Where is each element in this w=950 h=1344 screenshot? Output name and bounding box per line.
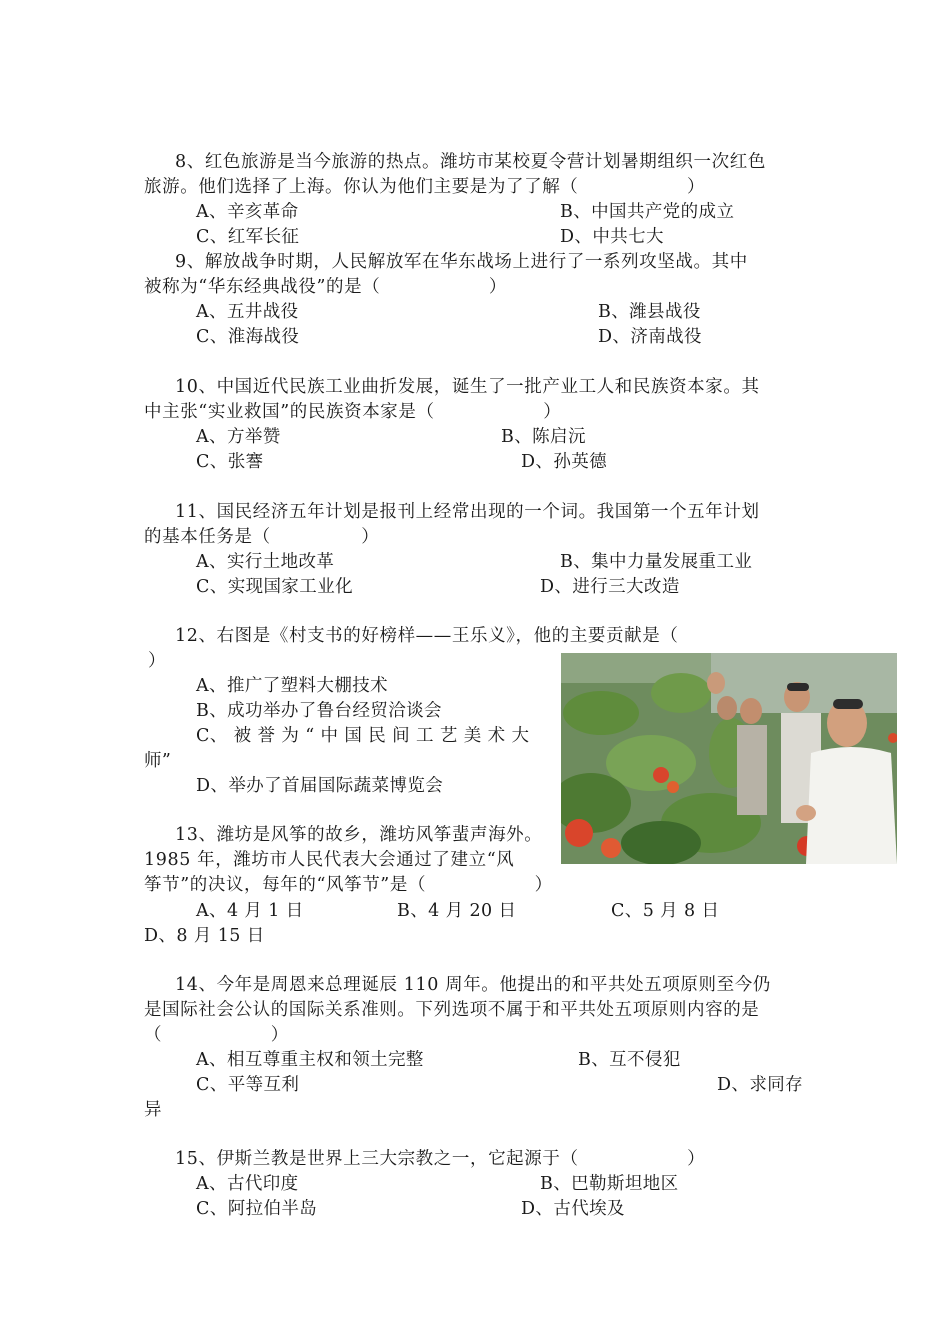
q15-option-d: D、古代埃及 bbox=[521, 1199, 625, 1219]
q12-stem-line1: 12、右图是《村支书的好榜样——王乐义》，他的主要贡献是（ bbox=[175, 626, 679, 646]
q9-option-a: A、五井战役 bbox=[196, 302, 299, 322]
q15-stem-line1: 15、伊斯兰教是世界上三大宗教之一，它起源于（ ） bbox=[175, 1149, 706, 1169]
q9-option-d: D、济南战役 bbox=[598, 327, 702, 347]
q14-option-b: B、互不侵犯 bbox=[578, 1050, 681, 1070]
q11-option-b: B、集中力量发展重工业 bbox=[560, 552, 753, 572]
q11-option-d: D、进行三大改造 bbox=[540, 577, 680, 597]
q13-option-c: C、5 月 8 日 bbox=[611, 901, 720, 921]
q14-option-c: C、平等互利 bbox=[196, 1075, 300, 1095]
q8-option-c: C、红军长征 bbox=[196, 227, 300, 247]
q13-option-b: B、4 月 20 日 bbox=[397, 901, 517, 921]
q11-option-a: A、实行土地改革 bbox=[196, 552, 335, 572]
q9-stem-line1: 9、解放战争时期，人民解放军在华东战场上进行了一系列攻坚战。其中 bbox=[175, 252, 748, 272]
q15-option-c: C、阿拉伯半岛 bbox=[196, 1199, 318, 1219]
q13-option-a: A、4 月 1 日 bbox=[196, 901, 304, 921]
q10-stem-line1: 10、中国近代民族工业曲折发展，诞生了一批产业工人和民族资本家。其 bbox=[175, 377, 760, 397]
q10-option-d: D、孙英德 bbox=[521, 452, 608, 472]
q10-option-a: A、方举赞 bbox=[196, 427, 281, 447]
q14-option-a: A、相互尊重主权和领土完整 bbox=[196, 1050, 424, 1070]
photo-illustration bbox=[561, 653, 897, 864]
q10-option-b: B、陈启沅 bbox=[501, 427, 586, 447]
q14-stem-line3: （ ） bbox=[144, 1025, 289, 1045]
q13-stem-line3: 筝节”的决议，每年的“风筝节”是（ ） bbox=[144, 875, 553, 895]
q14-option-d-line2: 异 bbox=[144, 1100, 162, 1120]
q8-option-d: D、中共七大 bbox=[560, 227, 664, 247]
q9-option-c: C、淮海战役 bbox=[196, 327, 300, 347]
q8-option-b: B、中国共产党的成立 bbox=[560, 202, 735, 222]
q9-stem-line2: 被称为“华东经典战役”的是（ ） bbox=[144, 277, 507, 297]
q11-stem-line2: 的基本任务是（ ） bbox=[144, 527, 380, 547]
q15-option-b: B、巴勒斯坦地区 bbox=[540, 1174, 679, 1194]
q11-stem-line1: 11、国民经济五年计划是报刊上经常出现的一个词。我国第一个五年计划 bbox=[175, 502, 760, 522]
q9-option-b: B、潍县战役 bbox=[598, 302, 701, 322]
q13-option-d: D、8 月 15 日 bbox=[144, 926, 265, 946]
q8-stem-line2: 旅游。他们选择了上海。你认为他们主要是为了了解（ ） bbox=[144, 177, 706, 197]
q12-option-a: A、推广了塑料大棚技术 bbox=[196, 676, 389, 696]
q10-option-c: C、张謇 bbox=[196, 452, 264, 472]
q15-option-a: A、古代印度 bbox=[196, 1174, 299, 1194]
q14-option-d-line1: D、求同存 bbox=[717, 1075, 804, 1095]
q13-stem-line1: 13、潍坊是风筝的故乡，潍坊风筝蜚声海外。 bbox=[175, 825, 543, 845]
q8-option-a: A、辛亥革命 bbox=[196, 202, 299, 222]
q12-option-b: B、成功举办了鲁台经贸洽谈会 bbox=[196, 701, 442, 721]
q11-option-c: C、实现国家工业化 bbox=[196, 577, 353, 597]
q13-stem-line2: 1985 年，潍坊市人民代表大会通过了建立“风 bbox=[144, 850, 515, 870]
photo-farmers-greenhouse-icon bbox=[561, 653, 897, 864]
q12-stem-line2: ） bbox=[148, 651, 167, 671]
q8-stem-line1: 8、红色旅游是当今旅游的热点。潍坊市某校夏令营计划暑期组织一次红色 bbox=[175, 152, 766, 172]
q12-option-c-line1: C、 被 誉 为 “ 中 国 民 间 工 艺 美 术 大 bbox=[196, 726, 530, 746]
q12-option-d: D、举办了首届国际蔬菜博览会 bbox=[196, 776, 444, 796]
q14-stem-line2: 是国际社会公认的国际关系准则。下列选项不属于和平共处五项原则内容的是 bbox=[144, 1000, 760, 1020]
q10-stem-line2: 中主张“实业救国”的民族资本家是（ ） bbox=[144, 402, 562, 422]
q12-option-c-line2: 师” bbox=[144, 751, 172, 771]
q14-stem-line1: 14、今年是周恩来总理诞辰 110 周年。他提出的和平共处五项原则至今仍 bbox=[175, 975, 771, 995]
